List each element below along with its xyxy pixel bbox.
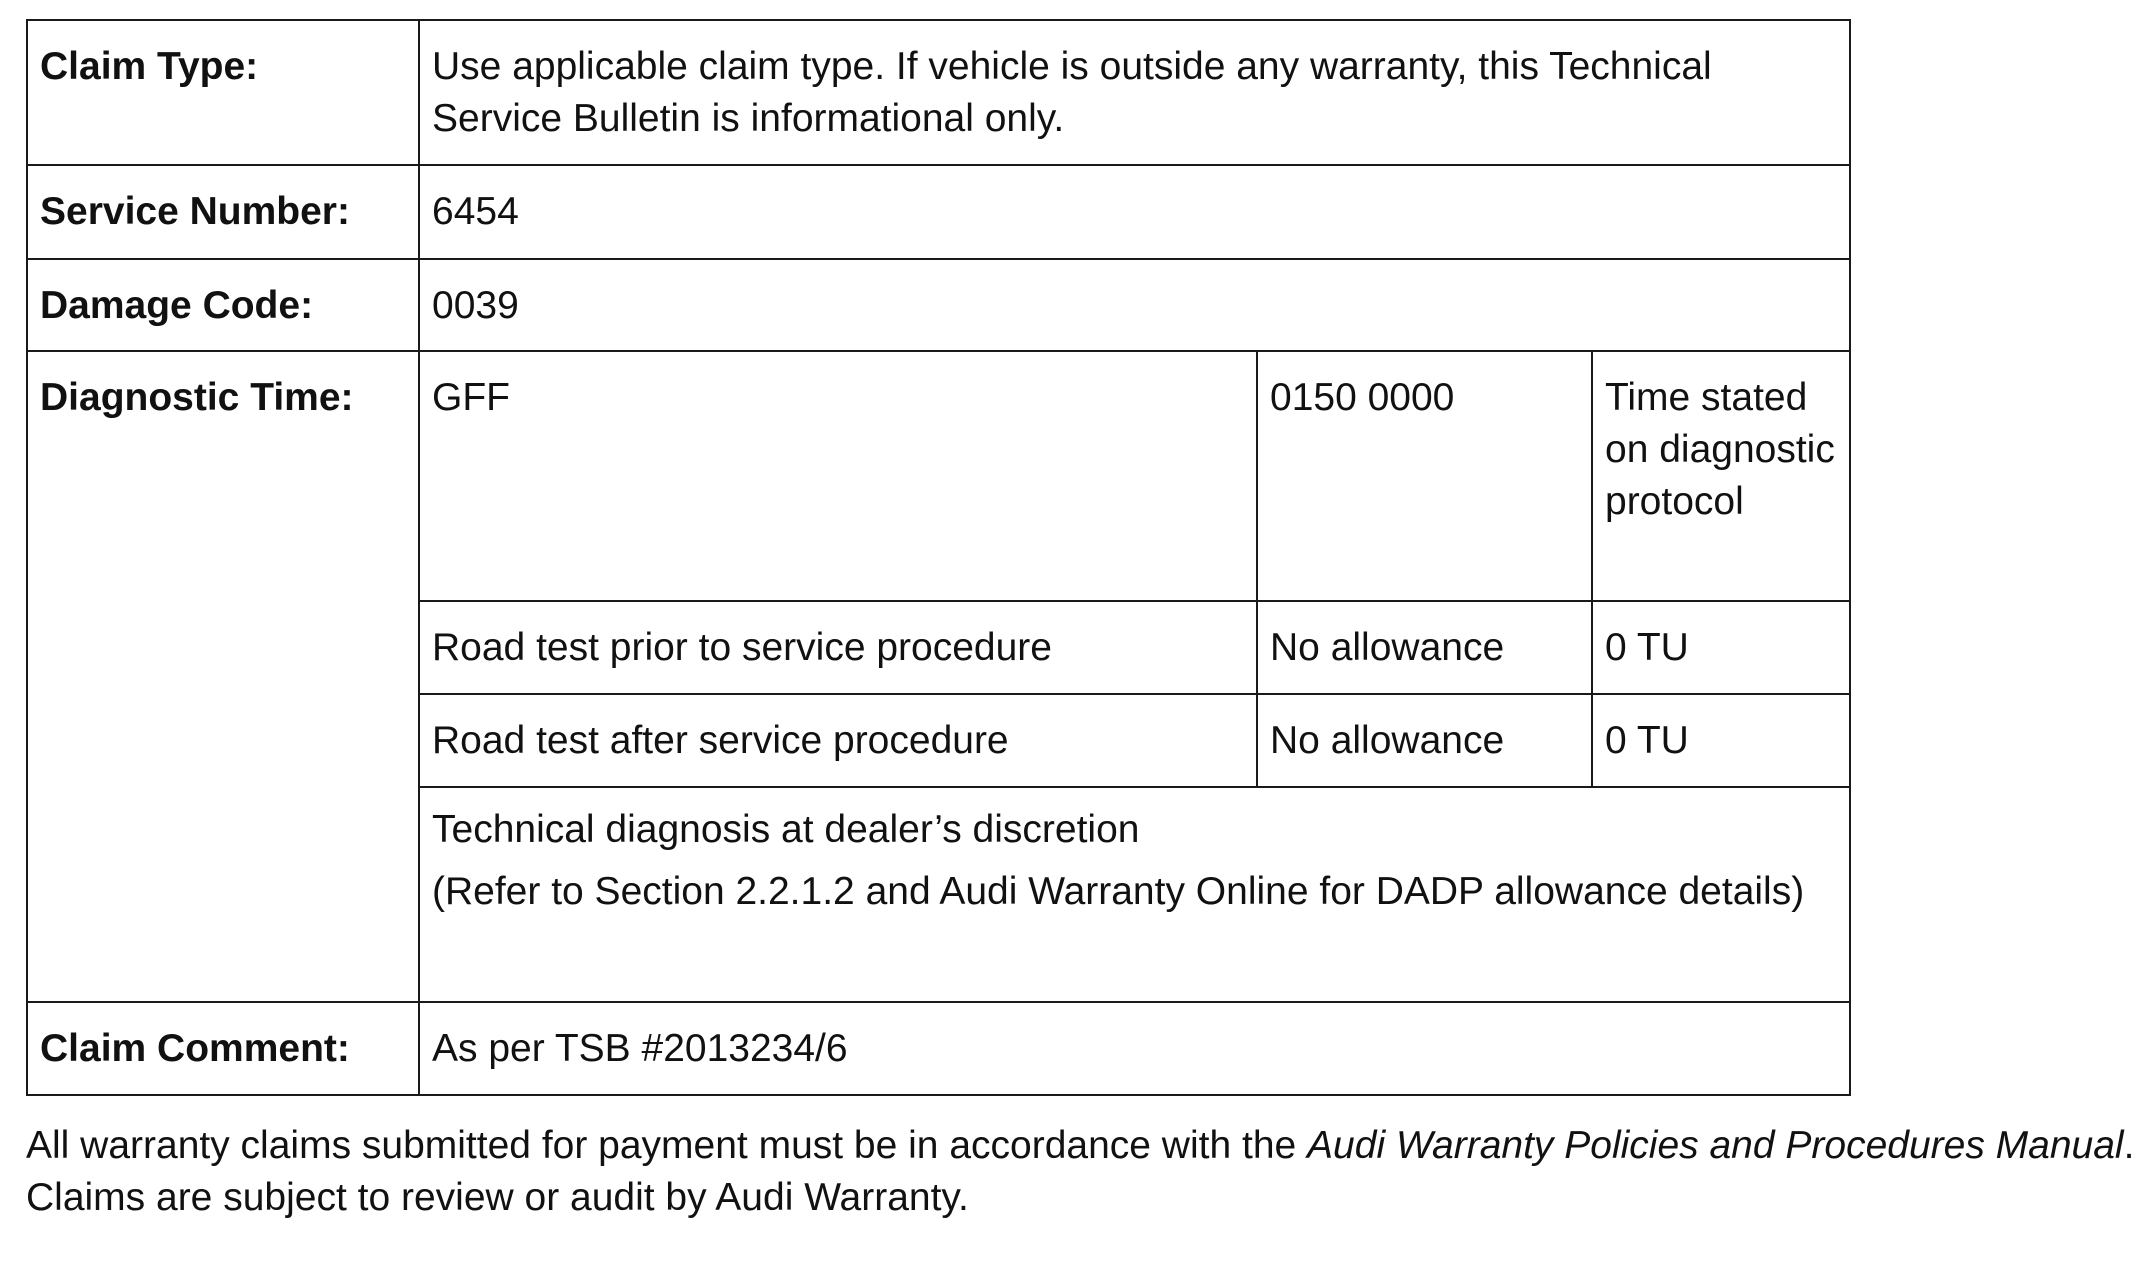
diagnostic-time-label: Diagnostic Time:: [27, 351, 419, 1002]
warranty-footer-text: [26, 1120, 2136, 1224]
road-test-prior-description: Road test prior to service procedure: [419, 601, 1257, 694]
claim-comment-label: Claim Comment:: [27, 1002, 419, 1095]
footer-text-before: All warranty claims submitted for payment must be in accordance with the: [26, 1124, 1308, 1167]
claim-type-label: Claim Type:: [27, 20, 419, 165]
service-number-label: Service Number:: [27, 165, 419, 259]
damage-code-row: [27, 259, 1850, 351]
diagnostic-time-row: [27, 351, 1850, 601]
claim-info-table: [26, 19, 1851, 1096]
claim-type-row: [27, 20, 1850, 165]
road-test-prior-allowance: No allowance: [1257, 601, 1592, 694]
road-test-after-description: Road test after service procedure: [419, 694, 1257, 787]
diagnostic-code: 0150 0000: [1257, 351, 1592, 601]
footer-text-after: . Claims are subject to review or audit by Audi Warranty.: [26, 1124, 2135, 1219]
claim-comment-value: As per TSB #2013234/6: [419, 1002, 1850, 1095]
damage-code-value: 0039: [419, 259, 1850, 351]
service-number-value: 6454: [419, 165, 1850, 259]
claim-comment-row: [27, 1002, 1850, 1095]
damage-code-label: Damage Code:: [27, 259, 419, 351]
warranty-claim-document: [26, 19, 2135, 1263]
technical-diagnosis-note: Technical diagnosis at dealer’s discretion: [432, 808, 1140, 851]
technical-diagnosis-cell: [419, 787, 1850, 1002]
diagnostic-description: GFF: [419, 351, 1257, 601]
diagnostic-time-value: Time stated on diagnostic protocol: [1592, 351, 1850, 601]
claim-type-value: Use applicable claim type. If vehicle is outside any warranty, this Technical Service Bulletin is informational only.: [419, 20, 1850, 165]
warranty-manual-title: Audi Warranty Policies and Procedures Manual: [1307, 1124, 2124, 1167]
road-test-prior-time: 0 TU: [1592, 601, 1850, 694]
road-test-after-allowance: No allowance: [1257, 694, 1592, 787]
service-number-row: [27, 165, 1850, 259]
road-test-after-time: 0 TU: [1592, 694, 1850, 787]
dadp-allowance-note: (Refer to Section 2.2.1.2 and Audi Warranty Online for DADP allowance details): [432, 870, 1805, 913]
